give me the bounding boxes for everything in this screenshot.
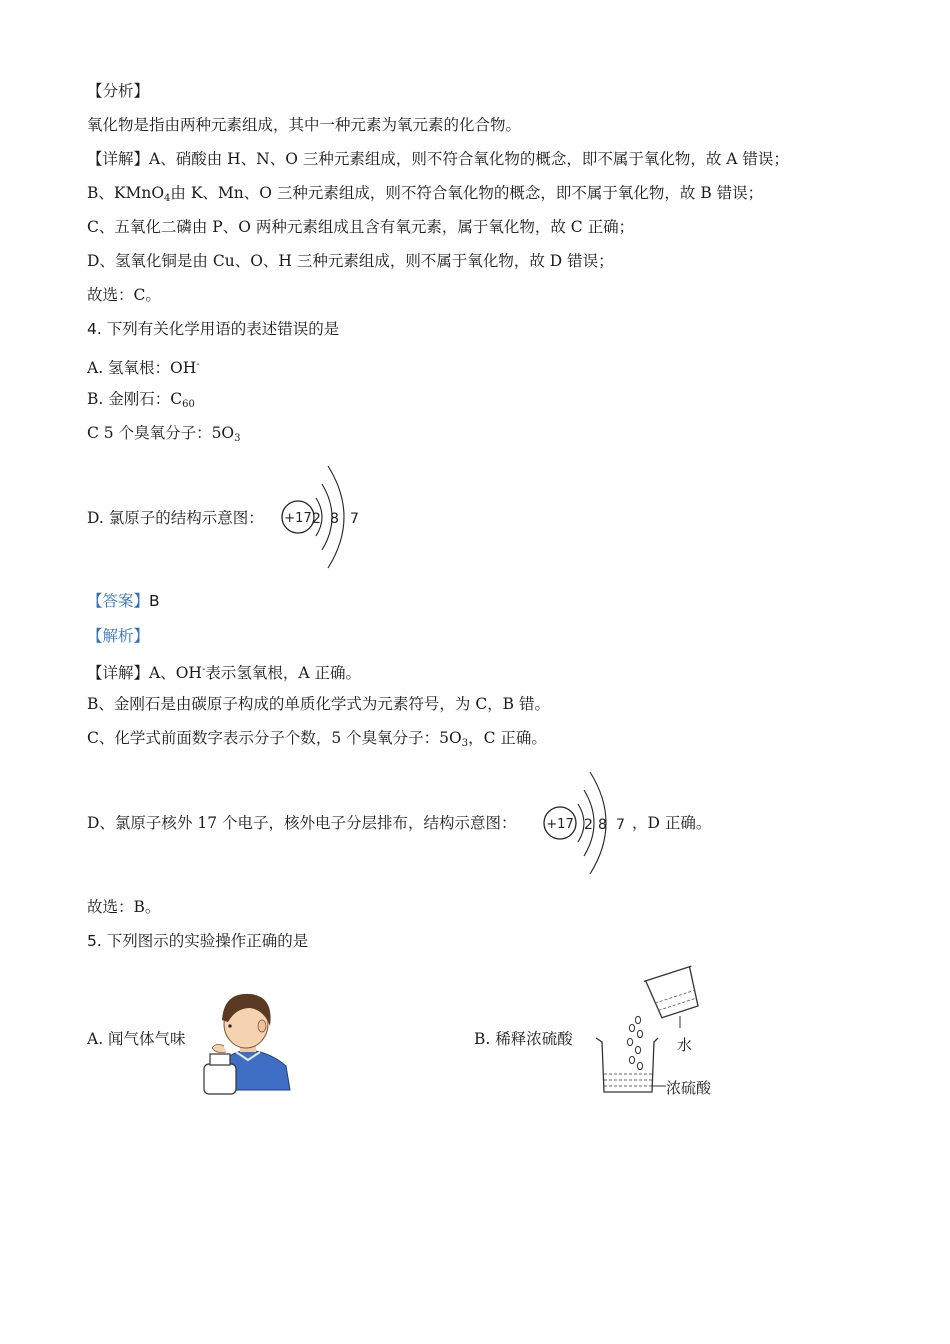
answer-label: 【答案】 [87, 592, 150, 610]
oxide-definition: 氧化物是指由两种元素组成，其中一种元素为氧元素的化合物。 [87, 116, 522, 134]
shell-count-3: 7 [350, 511, 359, 527]
detail-b-line [87, 182, 763, 210]
detail-a-line [87, 148, 789, 170]
answer-value: B [149, 592, 160, 610]
q4-detail-a-pre: A、OH [149, 664, 202, 682]
q4-c-text: C 5 个臭氧分子：5O [87, 424, 235, 442]
q4-detail-d-pre: D、氯原子核外 17 个电子，核外电子分层排布，结构示意图： [87, 814, 517, 832]
shell-count-2-2: 8 [598, 817, 607, 833]
analysis-heading: 【分析】 [87, 82, 150, 100]
explain-label: 【解析】 [87, 627, 150, 645]
q4-detail-c-pre: C、化学式前面数字表示分子个数，5 个臭氧分子：5O [87, 729, 462, 747]
q4-option-a [87, 354, 200, 379]
q4-b-text: B. 金刚石：C [87, 390, 183, 408]
answer-line [87, 590, 160, 612]
shell-count-1: 2 [312, 511, 321, 527]
q4-detail-b: B、金刚石是由碳原子构成的单质化学式为元素符号，为 C，B 错。 [87, 695, 550, 713]
smelling-gas-illustration [198, 986, 292, 1098]
chlorine-atom-diagram [278, 460, 368, 572]
shell-count-2-1: 2 [584, 817, 593, 833]
q4-detail-c-sub: 3 [461, 738, 469, 749]
q4-detail-label: 【详解】 [87, 664, 150, 682]
q4-detail-a-post: 表示氢氧根，A 正确。 [205, 664, 361, 682]
q4-b-sub: 60 [182, 399, 195, 410]
q5-option-b: B. 稀释浓硫酸 [474, 1030, 573, 1048]
detail-label: 【详解】 [87, 150, 150, 168]
q4-stem: 4. 下列有关化学用语的表述错误的是 [87, 320, 340, 338]
q4-detail-d-post: ，D 正确。 [632, 814, 712, 832]
q4-detail-a [87, 659, 361, 684]
q5-stem: 5. 下列图示的实验操作正确的是 [87, 932, 309, 950]
q4-choice: 故选：B。 [87, 898, 161, 916]
q4-c-sub: 3 [234, 433, 241, 444]
shell-count-2-3: 7 [616, 817, 625, 833]
detail-b-pre: B、KMnO [87, 184, 165, 202]
detail-b-sub: 4 [164, 193, 171, 204]
detail-d-line: D、氢氧化铜是由 Cu、O、H 三种元素组成，则不属于氧化物，故 D 错误； [87, 252, 614, 270]
q4-detail-a-sup: - [201, 664, 206, 675]
q4-a-text: A. 氢氧根：OH [87, 359, 197, 377]
chlorine-atom-diagram-2 [540, 766, 630, 878]
q4-detail-c-post: ，C 正确。 [468, 729, 547, 747]
detail-b-post: 由 K、Mn、O 三种元素组成，则不符合氧化物的概念，即不属于氧化物，故 B 错误； [170, 184, 764, 202]
q5-option-a: A. 闻气体气味 [87, 1030, 186, 1048]
detail-c-line: C、五氧化二磷由 P、O 两种元素组成且含有氧元素，属于氧化物，故 C 正确； [87, 218, 635, 236]
choice-line: 故选：C。 [87, 286, 161, 304]
label-water: 水 [677, 1036, 693, 1054]
q4-option-b [87, 388, 195, 416]
nucleus-charge-2: +17 [546, 817, 574, 832]
q4-a-sup: - [196, 359, 200, 370]
shell-count-2: 8 [330, 511, 339, 527]
label-concentrated-acid: 浓硫酸 [666, 1079, 712, 1097]
q4-option-c [87, 422, 241, 450]
detail-a-text: A、硝酸由 H、N、O 三种元素组成，则不符合氧化物的概念，即不属于氧化物，故 A 错误； [149, 150, 789, 168]
q4-detail-c [87, 727, 547, 755]
q4-option-d: D. 氯原子的结构示意图： [87, 509, 264, 527]
nucleus-charge: +17 [284, 511, 312, 526]
